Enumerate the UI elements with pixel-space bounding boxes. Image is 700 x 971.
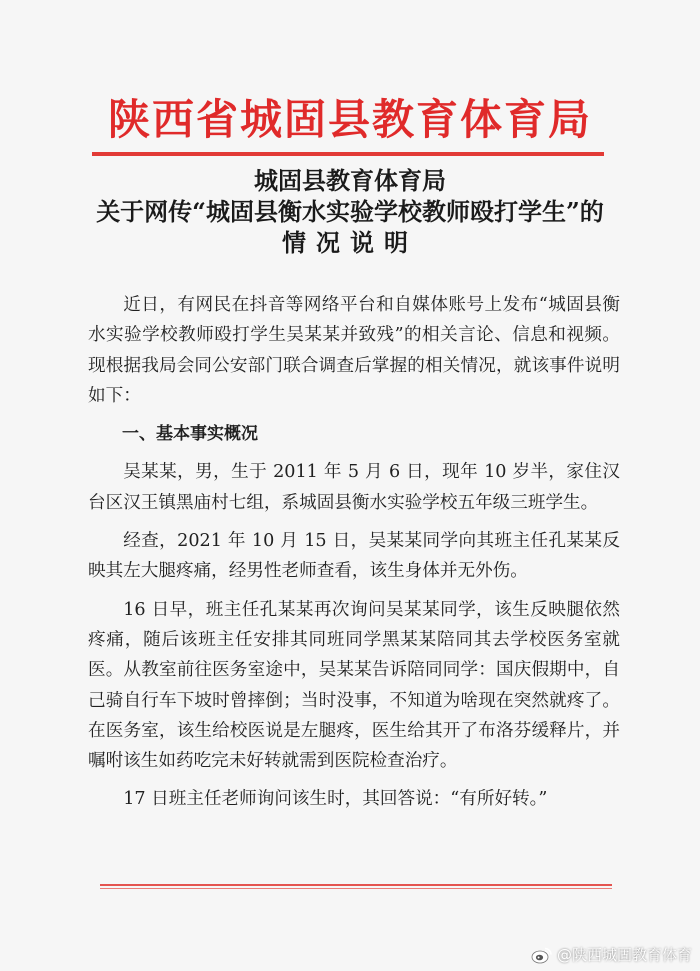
title-line-1: 城固县教育体育局 — [254, 166, 446, 195]
header-divider — [92, 152, 604, 156]
paragraph: 17 日班主任老师询问该生时，其回答说：“有所好转。” — [123, 789, 548, 810]
section-heading: 一、基本事实概况 — [122, 424, 258, 445]
org-header: 陕西省城固县教育体育局 — [107, 95, 592, 144]
paragraph: 吴某某，男，生于 2011 年 5 月 6 日，现年 10 岁半，家住汉台区汉王镇黑庙村七组，系城固县衡水实验学校五年级三班学生。 — [88, 462, 620, 513]
weibo-watermark — [531, 944, 692, 965]
title-line-3: 情况说明 — [282, 228, 418, 257]
paragraph-intro: 近日，有网民在抖音等网络平台和自媒体账号上发布“城固县衡水实验学校教师殴打学生吴某某并致残”的相关言论、信息和视频。现根据我局会同公安部门联合调查后掌握的相关情况，就该事件说明如下： — [88, 295, 620, 406]
title-line-2: 关于网传“城固县衡水实验学校教师殴打学生”的 — [96, 197, 604, 226]
paragraph: 经查，2021 年 10 月 15 日，吴某某同学向其班主任孔某某反映其左大腿疼痛，经男性老师查看，该生身体并无外伤。 — [88, 531, 620, 582]
document-body — [88, 290, 620, 823]
watermark-text: @陕西城固教育体育 — [556, 946, 692, 964]
paragraph: 16 日早，班主任孔某某再次询问吴某某同学，该生反映腿依然疼痛，随后该班主任安排其同班同学黑某某陪同其去学校医务室就医。从教室前往医务室途中，吴某某告诉陪同同学：国庆假期中，自己骑自行车下坡时曾摔倒；当时没事，不知道为啥现在突然就疼了。在医务室，该生给校医说是左腿疼，医生给其开了布洛芬缓释片，并嘱咐该生如药吃完未好转就需到医院检查治疗。 — [88, 599, 620, 772]
weibo-icon — [531, 946, 553, 964]
footer-divider-thin — [100, 888, 612, 889]
document-title — [80, 165, 620, 258]
footer-divider — [100, 884, 612, 886]
